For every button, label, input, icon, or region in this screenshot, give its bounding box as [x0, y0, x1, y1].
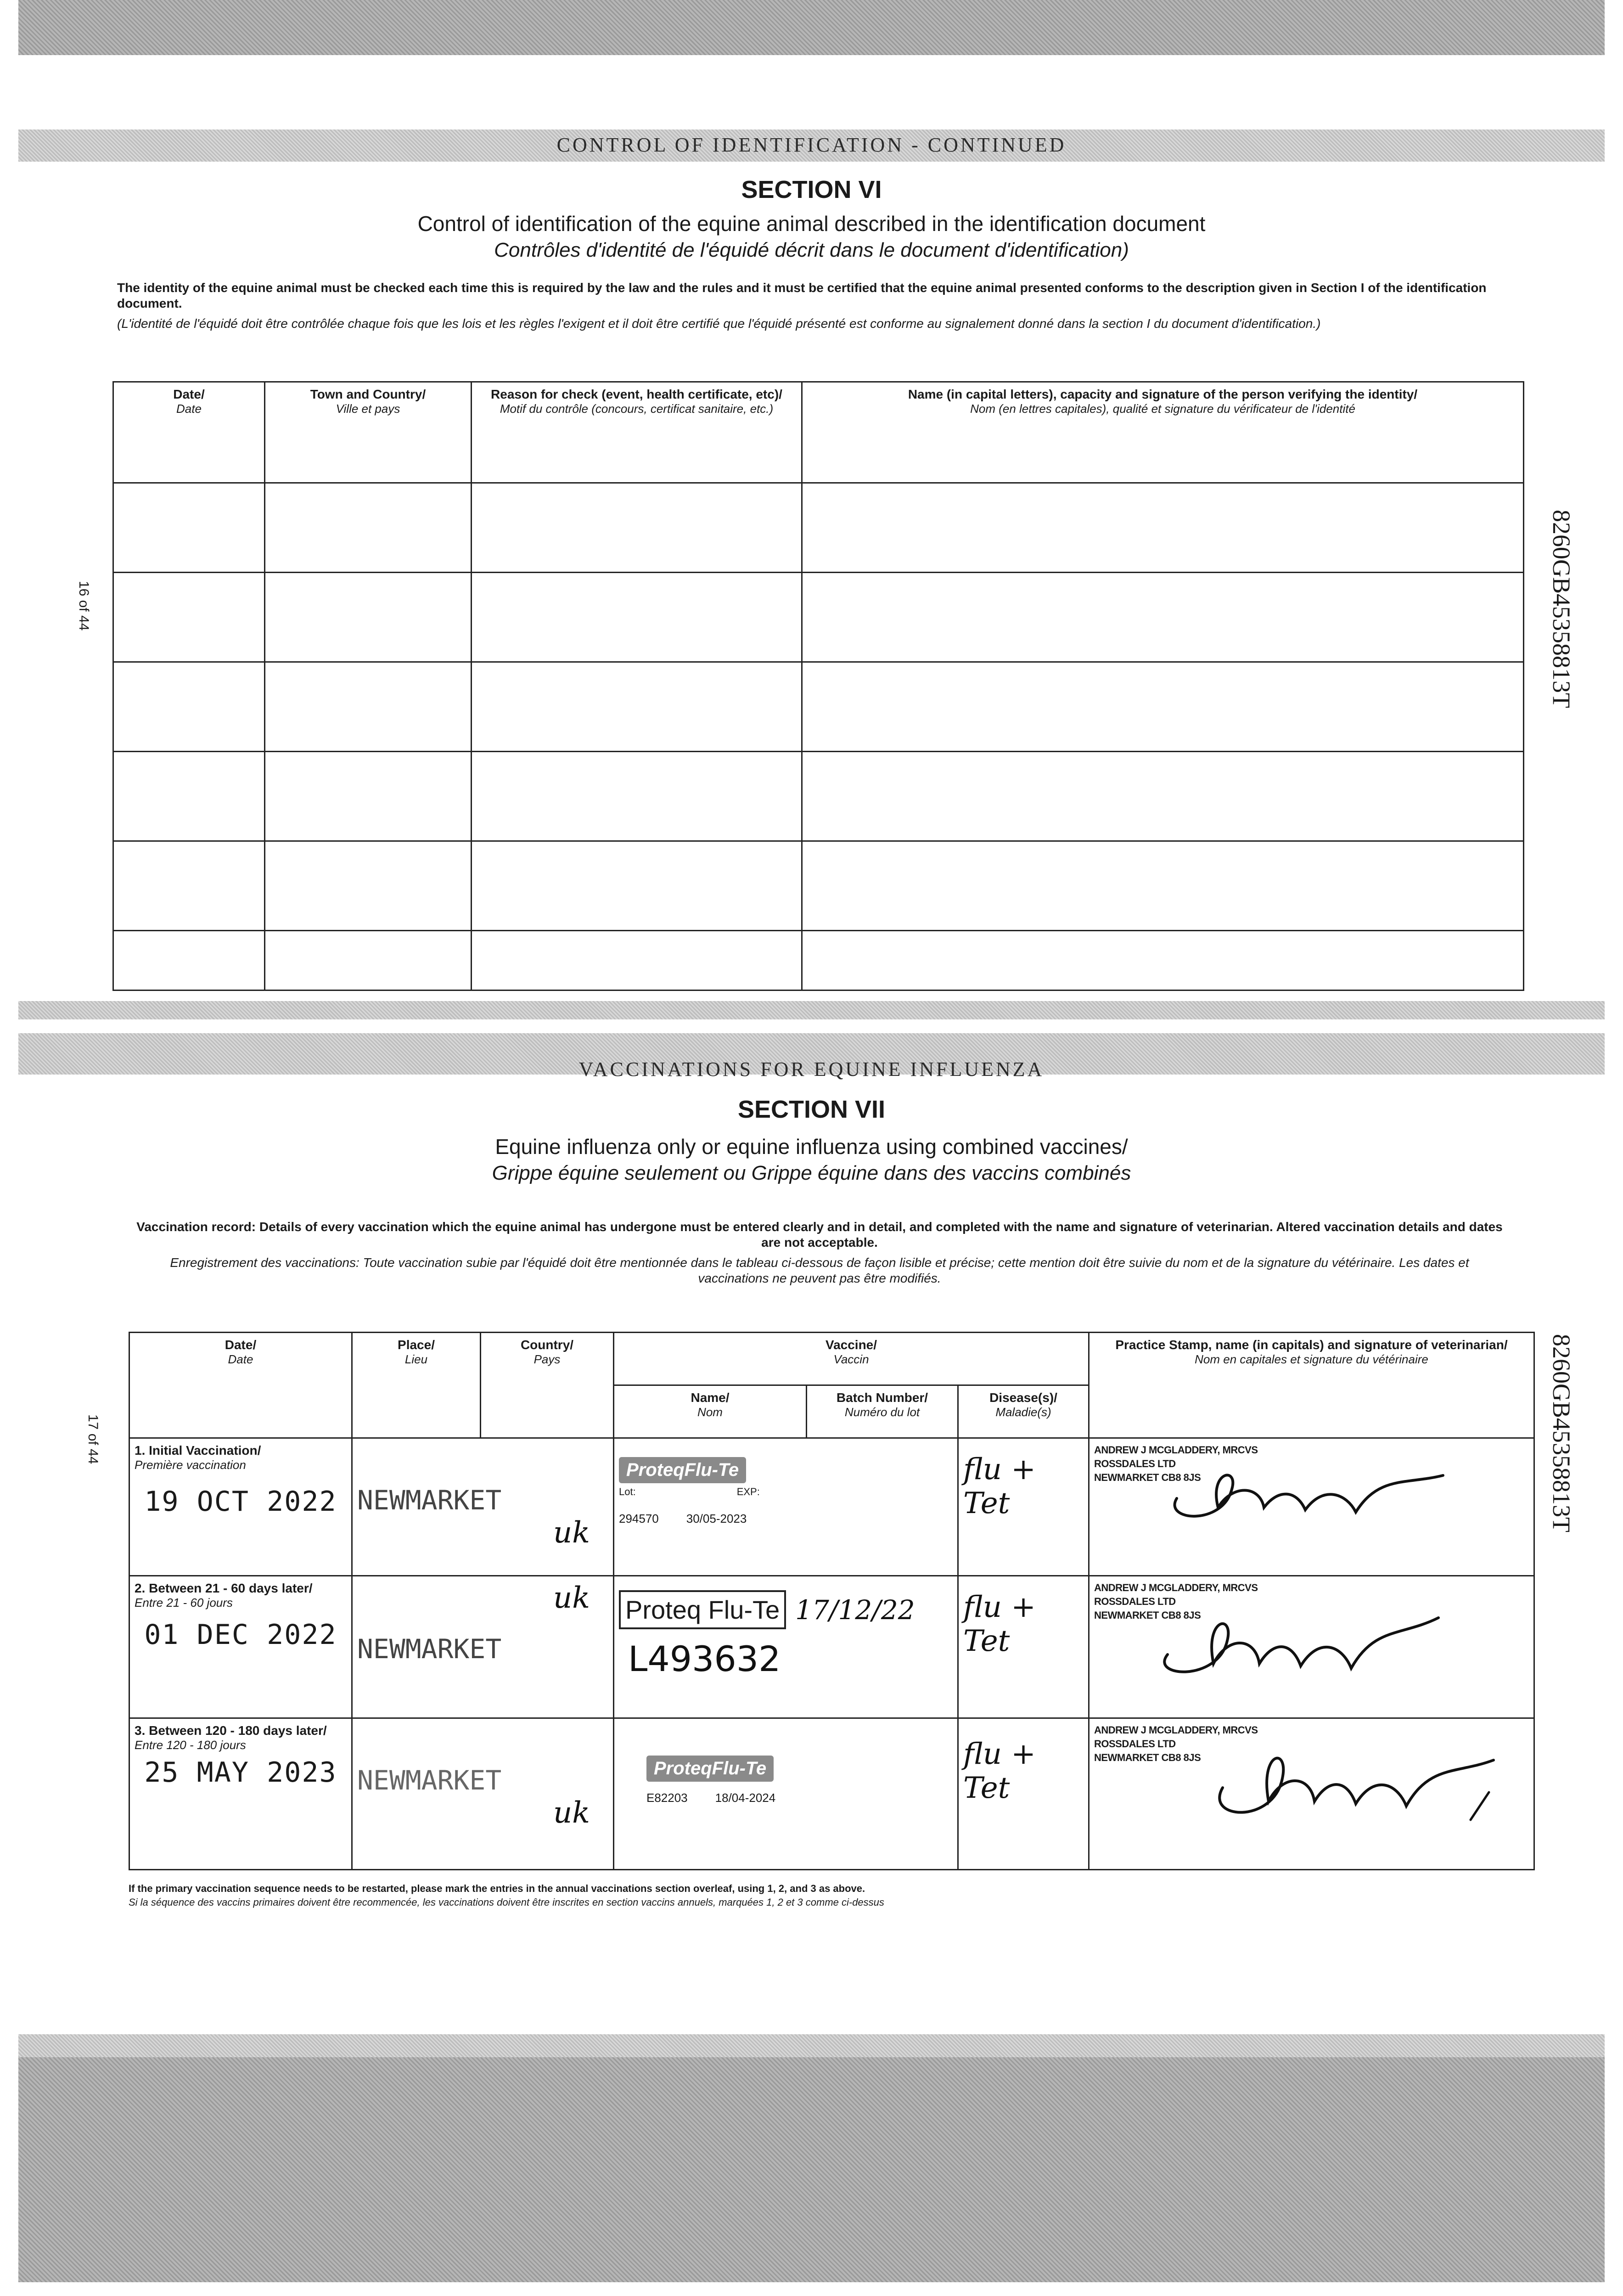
batch-number: E82203: [646, 1791, 688, 1805]
row-label: 2. Between 21 - 60 days later/: [135, 1581, 313, 1595]
vet-practice: ROSSDALES LTD: [1094, 1458, 1176, 1469]
side-id-upper: 8260GB45358813T: [1548, 510, 1575, 708]
header-town-country: Town and Country/ Ville et pays: [265, 382, 472, 483]
place-stamp: NEWMARKET: [357, 1633, 502, 1665]
expiry-date: 18/04-2024: [715, 1791, 776, 1805]
page-number-17: 17 of 44: [85, 1414, 101, 1464]
vet-signature: [1140, 1604, 1461, 1682]
header-date: Date/ Date: [129, 1333, 352, 1438]
row-label-fr: Première vaccination: [135, 1458, 246, 1472]
section-vi-note-fr: (L'identité de l'équidé doit être contrôlée chaque fois que les lois et les règles l'exigent et il doit être certifié que l'équidé présenté est conforme au signalement donné dans la section I du document d'identification.): [117, 316, 1321, 331]
footnote: If the primary vaccination sequence needs to be restarted, please mark the entries in the annual vaccinations section overleaf, using 1, 2, and 3 as above.: [129, 1883, 865, 1894]
country-handwritten: uk: [553, 1581, 590, 1615]
section-vii-title: Equine influenza only or equine influenza using combined vaccines/: [495, 1135, 1128, 1159]
section-vi-title-fr: Contrôles d'identité de l'équidé décrit dans le document d'identification): [494, 239, 1129, 261]
section-vi-note: The identity of the equine animal must be checked each time this is required by the law and the rules and it must be certified that the equine animal presented conforms to the description given in Section I of the identification document.: [117, 281, 1487, 310]
row-label: 3. Between 120 - 180 days later/: [135, 1723, 327, 1738]
header-date: Date/ Date: [113, 382, 265, 483]
table-row: [113, 483, 1524, 573]
header-practice-stamp: Practice Stamp, name (in capitals) and signature of veterinarian/ Nom en capitales et signature du vétérinaire: [1089, 1333, 1534, 1438]
scan-border-bottom: [18, 2057, 1605, 2282]
vaccine-name-box: Proteq Flu-Te: [619, 1590, 786, 1629]
vaccination-record-note-fr: Enregistrement des vaccinations: Toute vaccination subie par l'équidé doit être mentionnée dans le tableau ci-dessous de façon lisible et précise; cette mention doit être suivie du nom et de la signature du vétérinaire. Les dates et vaccinations ne peuvent pas être modifiés.: [170, 1255, 1469, 1285]
disease-handwritten: flu + Tet: [963, 1452, 1036, 1520]
disease-handwritten: flu + Tet: [963, 1737, 1036, 1805]
table-row: [113, 931, 1524, 990]
place-stamp: NEWMARKET: [357, 1765, 502, 1796]
vaccination-row-initial: [129, 1438, 1534, 1576]
header-vaccine-name: Name/ Nom: [614, 1385, 807, 1438]
section-vi-number: SECTION VI: [741, 176, 882, 203]
country-handwritten: uk: [553, 1796, 590, 1830]
section-vi-banner: CONTROL OF IDENTIFICATION - CONTINUED: [556, 134, 1067, 156]
row-label-fr: Entre 21 - 60 jours: [135, 1596, 233, 1609]
vaccination-table: [129, 1332, 1535, 1870]
vet-signature: [1149, 1457, 1471, 1526]
header-reason: Reason for check (event, health certificate, etc)/ Motif du contrôle (concours, certificat sanitaire, etc.): [472, 382, 802, 483]
scan-band-bottom-light: [18, 2034, 1605, 2057]
vet-signature: [1195, 1742, 1516, 1829]
row-label-fr: Entre 120 - 180 jours: [135, 1738, 246, 1752]
place-stamp: NEWMARKET: [357, 1485, 502, 1516]
header-verifier: Name (in capital letters), capacity and signature of the person verifying the identity/ Nom (en lettres capitales), qualité et signature du vérificateur de l'identité: [802, 382, 1524, 483]
page-divider-scan: [18, 1001, 1605, 1019]
batch-date-handwritten: 17/12/22: [795, 1594, 915, 1626]
vaccination-row-third: [129, 1718, 1534, 1870]
table-row: [113, 752, 1524, 841]
batch-number: 294570: [619, 1512, 659, 1525]
section-vii-banner: VACCINATIONS FOR EQUINE INFLUENZA: [578, 1058, 1045, 1080]
vaccination-row-second: [129, 1576, 1534, 1718]
sticker-exp-label: EXP:: [736, 1486, 760, 1497]
page-number-16: 16 of 44: [76, 581, 91, 631]
country-handwritten: uk: [553, 1516, 590, 1550]
vaccine-sticker: ProteqFlu-Te: [646, 1756, 774, 1782]
vet-practice: ROSSDALES LTD: [1094, 1596, 1176, 1607]
section-vi-title: Control of identification of the equine animal described in the identification document: [417, 212, 1206, 236]
disease-handwritten: flu + Tet: [963, 1590, 1036, 1658]
table-row: [113, 662, 1524, 752]
date-stamp: 25 MAY 2023: [144, 1756, 337, 1789]
row-label: 1. Initial Vaccination/: [135, 1443, 261, 1458]
scan-border-top: [18, 0, 1605, 55]
table-row: [113, 841, 1524, 931]
vaccination-record-note: Vaccination record: Details of every vaccination which the equine animal has undergone must be entered clearly and in detail, and completed with the name and signature of veterinarian. Altered vaccination details and dates are not acceptable.: [136, 1220, 1503, 1249]
expiry-date: 30/05-2023: [686, 1512, 747, 1525]
section-vii-title-fr: Grippe équine seulement ou Grippe équine dans des vaccins combinés: [492, 1162, 1131, 1184]
vet-address: NEWMARKET CB8 8JS: [1094, 1752, 1201, 1763]
table-row: [113, 573, 1524, 662]
footnote-fr: Si la séquence des vaccins primaires doivent être recommencée, les vaccinations doivent être inscrites en section vaccins annuels, marquées 1, 2 et 3 comme ci-dessus: [129, 1896, 884, 1908]
sticker-lot-label: Lot:: [619, 1486, 636, 1497]
date-stamp: 19 OCT 2022: [144, 1486, 337, 1518]
vet-address: NEWMARKET CB8 8JS: [1094, 1472, 1201, 1483]
vet-name: ANDREW J MCGLADDERY, MRCVS: [1094, 1724, 1258, 1736]
vaccine-sticker: ProteqFlu-Te: [619, 1457, 746, 1483]
header-batch-number: Batch Number/ Numéro du lot: [807, 1385, 958, 1438]
section-vii-number: SECTION VII: [737, 1096, 886, 1123]
header-country: Country/ Pays: [481, 1333, 614, 1438]
vet-name: ANDREW J MCGLADDERY, MRCVS: [1094, 1582, 1258, 1593]
vet-address: NEWMARKET CB8 8JS: [1094, 1609, 1201, 1621]
header-place: Place/ Lieu: [352, 1333, 481, 1438]
batch-number-handwritten: L493632: [628, 1638, 781, 1679]
vet-practice: ROSSDALES LTD: [1094, 1738, 1176, 1750]
identity-check-table: [112, 381, 1524, 991]
side-id-lower: 8260GB45358813T: [1548, 1334, 1575, 1532]
vet-name: ANDREW J MCGLADDERY, MRCVS: [1094, 1444, 1258, 1456]
header-disease: Disease(s)/ Maladie(s): [958, 1385, 1089, 1438]
date-stamp: 01 DEC 2022: [144, 1619, 337, 1651]
header-vaccine: Vaccine/ Vaccin: [614, 1333, 1089, 1385]
